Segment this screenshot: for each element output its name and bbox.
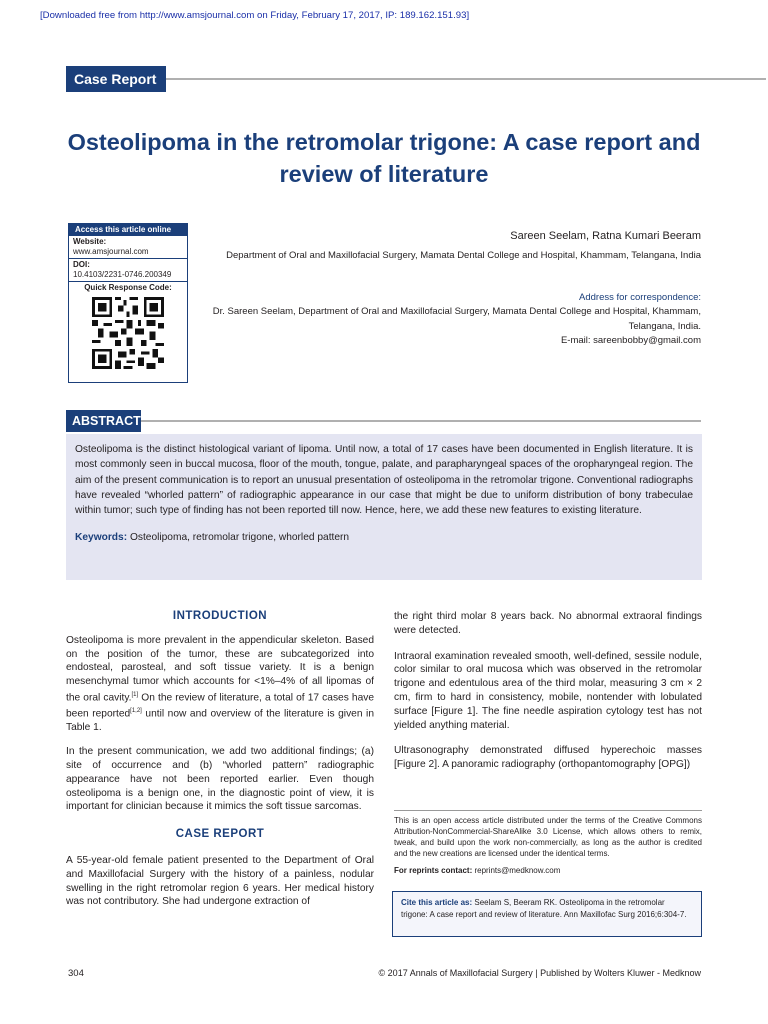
qr-code-icon (92, 297, 164, 369)
abstract-text: Osteolipoma is the distinct histological variant of lipoma. Until now, a total of 17 cases have been documented in English literature. It is most commonly seen in buccal mucosa, floor of the mouth, tongue, palate, and parapharyngeal spaces of the oropharyngeal region. The aim of the present communication is to report an unusual presentation of osteolipoma in the retromolar trigone. Conventional radiographs have revealed “whorled pattern” of radiographic appearance in our case that might be due to uniform distribution of bony trabeculae within tumor; such type of finding has not been reported till now. Hence, here, we add these new features to existing literature. (75, 444, 693, 517)
intro-paragraph-1 (66, 634, 374, 735)
correspondence-label: Address for correspondence: (579, 292, 701, 303)
download-banner: [Downloaded free from http://www.amsjournal.com on Friday, February 17, 2017, IP: 189.162.151.93] (40, 10, 470, 21)
case-paragraph-1: A 55-year-old female patient presented to the Department of Oral and Maxillofacial Surgery with the history of a painless, nodular swelling in the right retromolar region 6 years. Her medical history was not contributory. She had undergone extraction of (66, 854, 374, 908)
qr-label: Quick Response Code: (84, 283, 172, 292)
access-online-box (68, 223, 188, 383)
cite-text: Seelam S, Beeram RK. Osteolipoma in the retromolar trigone: A case report and review of literature. Ann Maxillofac Surg 2016;6:304-7. (401, 898, 687, 919)
intro-paragraph-2: In the present communication, we add two additional findings; (a) site of occurrence and (b) “whorled pattern” radiographic appearance have not been reported earlier. Even though osteolipoma is a benign one, in the diagnostic point of view, it is important for clinician because it mimics the soft tissue sarcomas. (66, 746, 374, 813)
right-paragraph-2: Intraoral examination revealed smooth, well-defined, sessile nodule, color similar to oral mucosa which was observed in the retromolar trigone and edentulous area of the third molar, measuring 3 cm × 2 cm, firm to hard in consistency, mobile, nontender with lobulated surface [Figure 1]. The fine needle aspiration cytology test has not yielded anything material. (394, 650, 702, 731)
cite-label: Cite this article as: (401, 898, 473, 907)
section-type-badge: Case Report (66, 66, 166, 92)
license-notice: This is an open access article distributed under the terms of the Creative Commons Attribution-NonCommercial-ShareAlike 3.0 License, which allows others to remix, tweak, and build upon the work non-commercially, as long as the author is credited and the new creations are licensed under the identical terms. (394, 816, 702, 858)
access-website (69, 236, 187, 259)
access-heading: Access this article online (69, 224, 187, 236)
intro-p1-part-a: Osteolipoma is more prevalent in the appendicular skeleton. Based on the position of the tumor, these are subcategorized into endosteal, parosteal, and soft tissue variety. It is a benign mesenchymal tumor which accounts for <1%–4% of all lipomas of the oral cavity. (66, 634, 374, 704)
website-link[interactable]: www.amsjournal.com (73, 247, 149, 256)
correspondence-email[interactable]: E-mail: sareenbobby@gmail.com (560, 335, 701, 346)
right-column (394, 610, 702, 782)
case-report-heading: CASE REPORT (175, 828, 265, 841)
keywords-text: Osteolipoma, retromolar trigone, whorled pattern (129, 532, 350, 544)
author-list: Sareen Seelam, Ratna Kumari Beeram (510, 230, 701, 242)
page-number: 304 (68, 968, 84, 979)
correspondence-text: Dr. Sareen Seelam, Department of Oral and Maxillofacial Surgery, Mamata Dental College and Hospital, Khammam, Telangana, India. (212, 306, 701, 332)
article-title: Osteolipoma in the retromolar trigone: A case report and review of literature (67, 129, 701, 187)
abstract-heading: ABSTRACT (66, 410, 141, 432)
website-label: Website: (73, 237, 107, 246)
reprints-email[interactable]: reprints@medknow.com (474, 866, 561, 875)
keywords-label: Keywords: (75, 532, 128, 544)
license-divider (394, 810, 702, 811)
intro-p1-part-b: On the review of literature, a total of 17 cases have been reported (66, 692, 374, 720)
abstract-box (66, 434, 702, 580)
correspondence-address (201, 305, 701, 349)
header-divider (166, 78, 766, 80)
author-affiliation: Department of Oral and Maxillofacial Surgery, Mamata Dental College and Hospital, Khammam, Telangana, India (226, 250, 701, 261)
reprints-label: For reprints contact: (394, 866, 473, 875)
keywords (75, 530, 693, 545)
publisher-footer: © 2017 Annals of Maxillofacial Surgery | Published by Wolters Kluwer - Medknow (378, 968, 701, 978)
right-paragraph-3: Ultrasonography demonstrated diffused hyperechoic masses [Figure 2]. A panoramic radiography (orthopantomography [OPG]) (394, 745, 702, 771)
abstract-divider (141, 420, 701, 422)
reprints-contact (394, 866, 560, 875)
access-doi (69, 259, 187, 282)
introduction-heading: INTRODUCTION (172, 610, 268, 622)
doi-value[interactable]: 10.4103/2231-0746.200349 (73, 270, 172, 279)
citation-ref-1-2[interactable]: [1,2] (130, 708, 142, 715)
right-paragraph-1: the right third molar 8 years back. No abnormal extraoral findings were detected. (394, 611, 702, 636)
doi-label: DOI: (73, 260, 90, 269)
citation-ref-1[interactable]: [1] (131, 691, 139, 698)
citation-box (392, 891, 702, 937)
intro-p1-part-c: until now and overview of the literature is given in Table 1. (66, 708, 374, 734)
left-column (66, 610, 374, 919)
